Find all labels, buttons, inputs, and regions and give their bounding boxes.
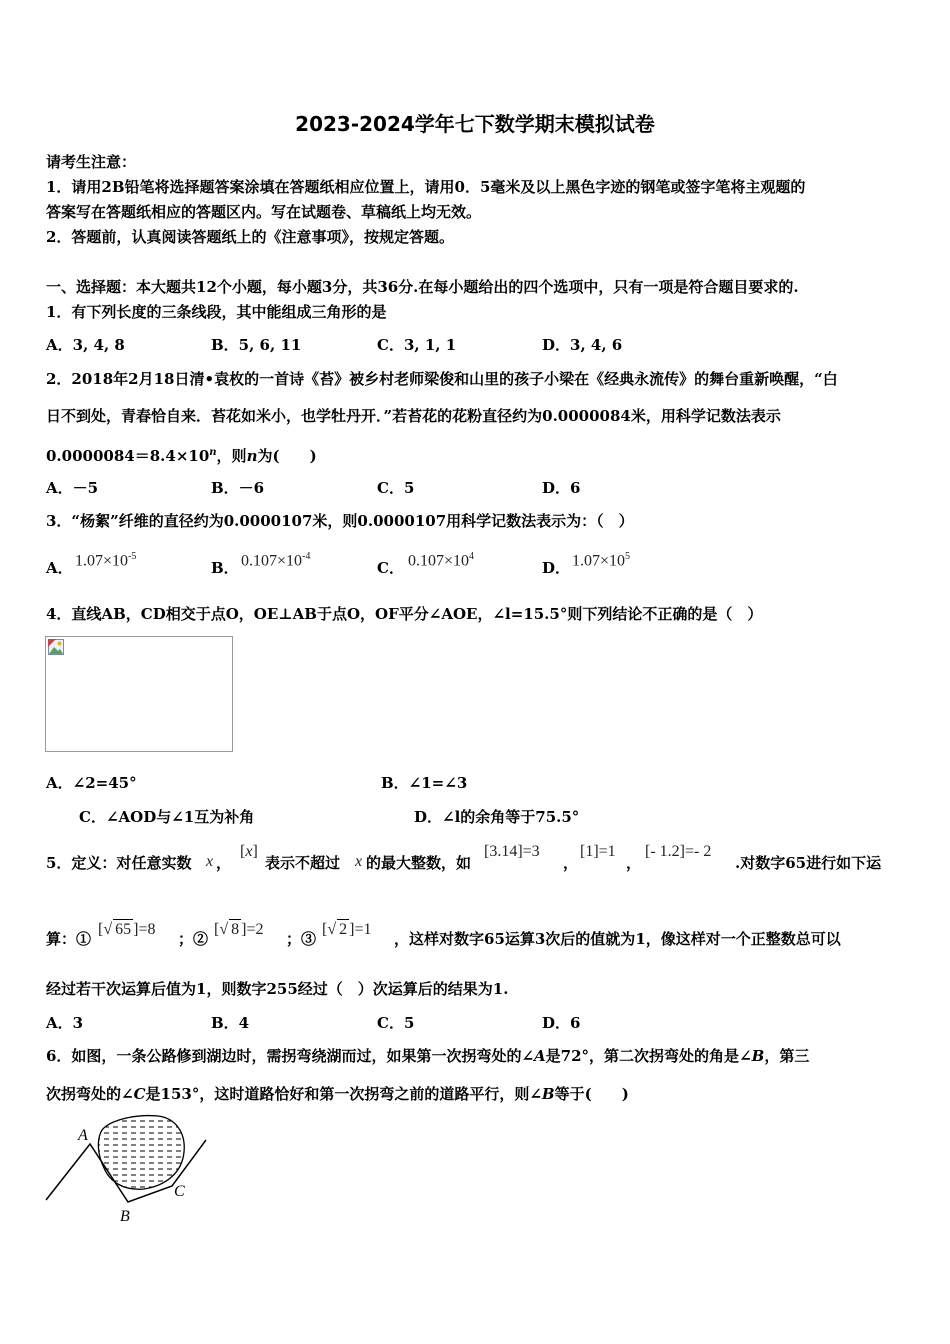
q4-option-d: D．∠l的余角等于75.5° bbox=[414, 808, 580, 826]
q5-var-x-2: x bbox=[355, 853, 363, 870]
broken-image-icon bbox=[48, 639, 64, 655]
q5-text-notexceed: 表示不超过 bbox=[265, 854, 341, 872]
q6-angle-a: ∠A bbox=[521, 1047, 546, 1065]
q5-ex1-out: =3 bbox=[522, 843, 540, 860]
q5-floor-x-var: x bbox=[245, 843, 253, 860]
figure-label-c: C bbox=[174, 1183, 185, 1200]
q5-sep-step-2: ；② bbox=[178, 930, 209, 948]
notice-item-2: 2．答题前，认真阅读答题纸上的《注意事项》，按规定答题。 bbox=[46, 228, 454, 246]
q2-variable-n: n bbox=[246, 447, 258, 465]
q3-d-base: 1.07×10 bbox=[572, 552, 626, 570]
q5-option-c: C．5 bbox=[377, 1014, 415, 1032]
notice-item-1: 1．请用2B铅笔将选择题答案涂填在答题纸相应位置上，请用0．5毫米及以上黑色字迹的钢笔或签字笔将主观题的 bbox=[46, 178, 806, 196]
q5-sep-1: ， bbox=[563, 854, 579, 872]
q2-option-d: D．6 bbox=[542, 479, 581, 497]
q6-l1-c: ，第三 bbox=[764, 1047, 810, 1065]
q2-option-c: C．5 bbox=[377, 479, 415, 497]
q5-o2: =2 bbox=[246, 921, 264, 938]
q6-angle-b: ∠B bbox=[739, 1047, 765, 1065]
question-6-line-2 bbox=[46, 1084, 629, 1104]
q6-l1-a: 6．如图，一条公路修到湖边时，需拐弯绕湖而过，如果第一次拐弯处的 bbox=[46, 1047, 522, 1065]
q6-l2-a: 次拐弯处的 bbox=[46, 1085, 122, 1103]
q5-ex3-in: - 1.2 bbox=[650, 843, 680, 860]
q5-var-x: x bbox=[206, 853, 214, 870]
q4-option-a: A．∠2=45° bbox=[46, 774, 137, 792]
q5-option-a: A．3 bbox=[46, 1014, 84, 1032]
question-1-stem: 1．有下列长度的三条线段，其中能组成三角形的是 bbox=[46, 303, 387, 321]
q1-option-c: C．3, 1, 1 bbox=[377, 336, 457, 354]
q6-angle-b-2: ∠B bbox=[529, 1085, 555, 1103]
q5-sep-2: ， bbox=[626, 854, 642, 872]
q3-option-b-value bbox=[241, 547, 310, 571]
q5-example-2: [1]=1 bbox=[580, 843, 616, 860]
q2-then: ，则 bbox=[216, 447, 247, 465]
q3-b-base: 0.107×10 bbox=[241, 552, 303, 570]
q5-step-1: [√ 65 ]=8 bbox=[98, 921, 156, 938]
broken-image-placeholder bbox=[45, 636, 233, 752]
q3-c-base: 0.107×10 bbox=[408, 552, 470, 570]
q5-example-1: [3.14]=3 bbox=[484, 843, 540, 860]
q5-sep-step-3: ；③ bbox=[286, 930, 317, 948]
q5-text-max: 的最大整数，如 bbox=[366, 854, 472, 872]
q5-o3: =1 bbox=[354, 921, 372, 938]
question-2-line-1: 2．2018年2月18日清•袁枚的一首诗《苔》被乡村老师梁俊和山里的孩子小梁在《经典永流传》的舞台重新唤醒，“白 bbox=[46, 370, 838, 388]
q6-l1-b: 是72°，第二次拐弯处的角是 bbox=[545, 1047, 740, 1065]
question-6-line-1 bbox=[46, 1046, 809, 1066]
q6-l2-b: 是153°，这时道路恰好和第一次拐弯之前的道路平行，则 bbox=[145, 1085, 530, 1103]
q5-option-b: B．4 bbox=[211, 1014, 250, 1032]
figure-label-a: A bbox=[78, 1127, 88, 1144]
q3-c-exp: 4 bbox=[469, 551, 475, 562]
q2-option-b: B．－6 bbox=[211, 479, 265, 497]
q3-b-exp: -4 bbox=[302, 551, 311, 562]
q3-a-exp: -5 bbox=[128, 551, 137, 562]
q2-sci-notation: 0.0000084＝8.4×10 bbox=[46, 447, 210, 465]
q5-ex3-out: =- 2 bbox=[684, 843, 712, 860]
q5-step-3: [√ 2 ]=1 bbox=[322, 921, 372, 938]
q5-intro: 5．定义：对任意实数 bbox=[46, 854, 192, 872]
q3-a-base: 1.07×10 bbox=[75, 552, 129, 570]
q5-ex2-in: 1 bbox=[585, 843, 594, 860]
q2-option-a: A．－5 bbox=[46, 479, 99, 497]
q1-option-d: D．3, 4, 6 bbox=[542, 336, 623, 354]
question-3-stem: 3．“杨絮”纤维的直径约为0.0000107米，则0.0000107用科学记数法表示为：（ ） bbox=[46, 512, 634, 530]
q3-d-exp: 5 bbox=[625, 551, 631, 562]
q3-option-d-value bbox=[572, 547, 630, 571]
q4-option-b: B．∠1=∠3 bbox=[381, 774, 468, 792]
q3-option-c-value bbox=[408, 547, 474, 571]
lake-road-figure bbox=[40, 1112, 220, 1228]
q5-comma: ， bbox=[216, 854, 232, 872]
question-4-stem: 4．直线AB，CD相交于点O，OE⊥AB于点O，OF平分∠AOE，∠l=15.5°则下列结论不正确的是（ ） bbox=[46, 605, 763, 623]
question-2-line-3 bbox=[46, 443, 317, 466]
section-heading: 一、选择题：本大题共12个小题，每小题3分，共36分.在每小题给出的四个选项中，只有一项是符合题目要求的. bbox=[46, 278, 799, 296]
q5-option-d: D．6 bbox=[542, 1014, 581, 1032]
q5-r2: 8 bbox=[231, 921, 240, 938]
q3-label-a: A． bbox=[46, 559, 73, 577]
q5-floor-x: [x] bbox=[240, 843, 258, 860]
figure-label-b: B bbox=[120, 1208, 130, 1225]
q5-intro-end: .对数字65进行如下运 bbox=[735, 854, 882, 872]
q6-angle-c: ∠C bbox=[121, 1085, 146, 1103]
q2-blank: 为( ) bbox=[257, 447, 317, 465]
q3-option-a-value bbox=[75, 547, 136, 571]
lake-shape bbox=[98, 1116, 184, 1190]
q5-ex2-out: =1 bbox=[598, 843, 616, 860]
notice-heading: 请考生注意： bbox=[46, 153, 137, 171]
q5-example-3: [- 1.2]=- 2 bbox=[645, 843, 712, 860]
q5-o1: =8 bbox=[138, 921, 156, 938]
q3-label-b: B． bbox=[211, 559, 239, 577]
q1-option-a: A．3, 4, 8 bbox=[46, 336, 125, 354]
notice-item-1-cont: 答案写在答题纸相应的答题区内。写在试题卷、草稿纸上均无效。 bbox=[46, 203, 482, 221]
q5-r3: 2 bbox=[339, 921, 348, 938]
q3-label-d: D． bbox=[542, 559, 571, 577]
q2-exponent: n bbox=[209, 447, 217, 458]
q3-label-c: C． bbox=[377, 559, 404, 577]
q1-option-b: B．5, 6, 11 bbox=[211, 336, 302, 354]
q6-l2-c: 等于( ) bbox=[554, 1085, 629, 1103]
q5-explanation: ，这样对数字65运算3次后的值就为1，像这样对一个正整数总可以 bbox=[394, 930, 841, 948]
page-title: 2023-2024学年七下数学期末模拟试卷 bbox=[295, 112, 655, 136]
q5-r1: 65 bbox=[115, 921, 132, 938]
q5-question: 经过若干次运算后值为1，则数字255经过（ ）次运算后的结果为1. bbox=[46, 980, 509, 998]
q5-step-2: [√ 8 ]=2 bbox=[214, 921, 264, 938]
question-2-line-2: 日不到处，青春恰自来．苔花如米小，也学牡丹开．”若苔花的花粉直径约为0.0000084米，用科学记数法表示 bbox=[46, 407, 781, 425]
q5-calc-label: 算：① bbox=[46, 930, 92, 948]
q5-ex1-in: 3.14 bbox=[489, 843, 518, 860]
q4-option-c: C．∠AOD与∠1互为补角 bbox=[79, 808, 255, 826]
